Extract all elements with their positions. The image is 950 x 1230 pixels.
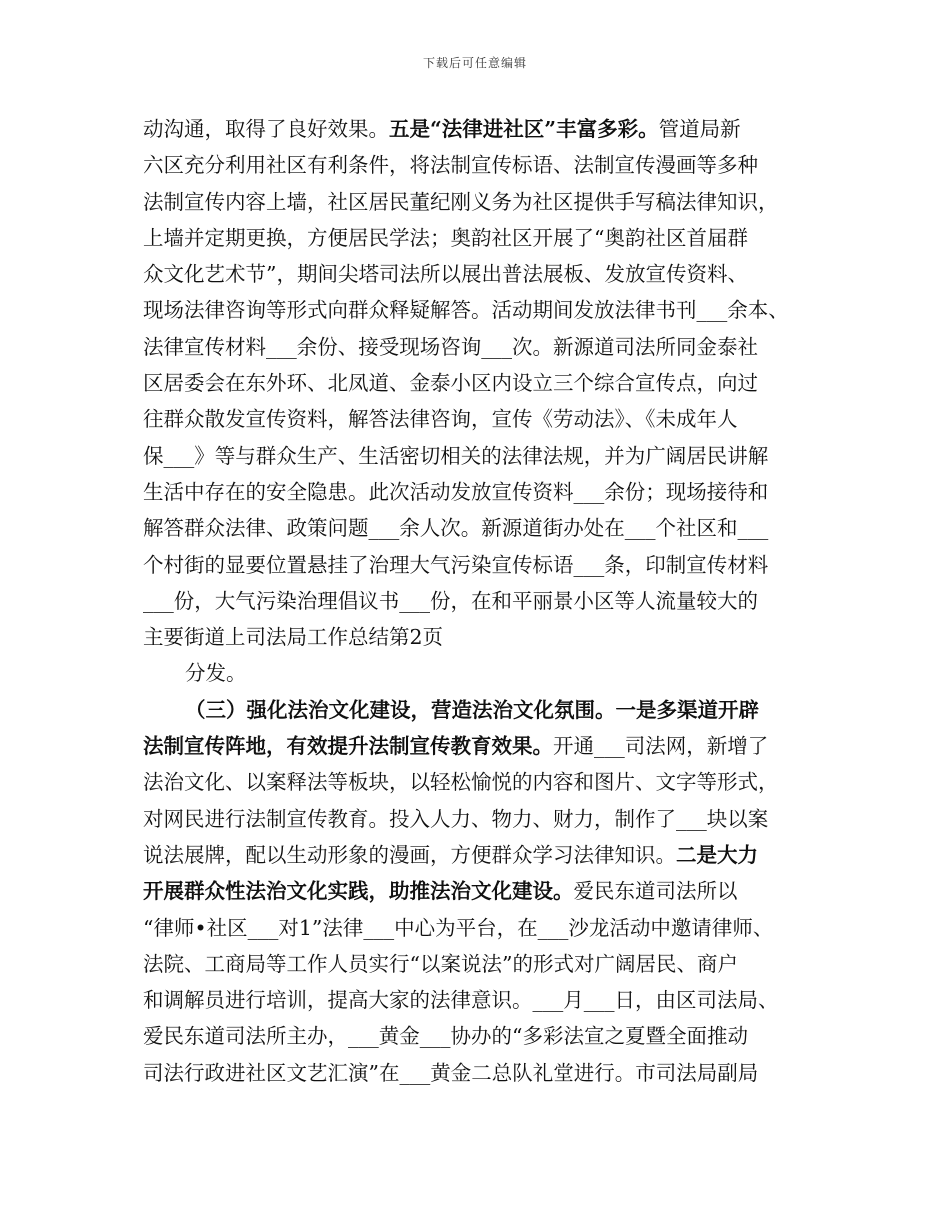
- text-line: [143, 910, 833, 946]
- text-line: [143, 982, 833, 1018]
- text-line: [143, 837, 833, 873]
- text-line: [143, 474, 833, 510]
- text-segment: 说法展牌，配以生动形象的漫画，方便群众学习法律知识。: [143, 842, 676, 867]
- text-segment: 区居委会在东外环、北凤道、金泰小区内设立三个综合宣传点，向过: [143, 371, 758, 396]
- bold-text-segment: 二是大力: [676, 842, 758, 867]
- text-segment: 爱民东道司法所以: [573, 879, 738, 904]
- text-line: [143, 692, 833, 728]
- text-segment: 法院、工商局等工作人员实行“以案说法”的形式对广阔居民、商户: [143, 951, 738, 976]
- text-line: [143, 147, 833, 183]
- text-line: [143, 111, 833, 147]
- text-segment: 上墙并定期更换，方便居民学法；奥韵社区开展了“奥韵社区首届群: [143, 225, 748, 250]
- text-line: [143, 728, 833, 764]
- text-segment: 保___》等与群众生产、生活密切相关的法律法规，并为广阔居民讲解: [143, 443, 769, 468]
- text-line: [143, 1018, 833, 1054]
- text-segment: “律师•社区___对1”法律___中心为平台，在___沙龙活动中邀请律师、: [143, 915, 774, 940]
- text-line: [143, 946, 833, 982]
- text-segment: 个村街的显要位置悬挂了治理大气污染宣传标语___条，印制宣传材料: [143, 552, 769, 577]
- text-segment: 和调解员进行培训，提高大家的法律意识。___月___日，由区司法局、: [143, 988, 779, 1013]
- text-line: [143, 438, 833, 474]
- bold-text-segment: （三）强化法治文化建设，营造法治文化氛围。一是多渠道开辟: [185, 697, 759, 722]
- text-segment: 管道局新: [658, 117, 741, 141]
- text-line: [143, 184, 833, 220]
- bold-text-segment: 开展群众性法治文化实践，助推法治文化建设。: [143, 879, 574, 904]
- text-line: [143, 619, 833, 655]
- bold-text-segment: 五是“法律进社区”丰富多彩。: [389, 117, 659, 141]
- text-line: [143, 764, 833, 800]
- bold-text-segment: 法制宣传阵地，有效提升法制宣传教育效果。: [143, 734, 553, 759]
- text-segment: 往群众散发宣传资料，解答法律咨询，宣传《劳动法》、《未成年人: [143, 407, 738, 432]
- text-segment: 开通___司法网，新增了: [553, 734, 769, 759]
- page-header: 下载后可任意编辑: [422, 56, 527, 70]
- text-segment: 法治文化、以案释法等板块，以轻松愉悦的内容和图片、文字等形式，: [143, 770, 779, 795]
- text-line: [143, 401, 833, 437]
- text-segment: 法制宣传内容上墙，社区居民董纪刚义务为社区提供手写稿法律知识，: [143, 189, 779, 214]
- text-segment: 六区充分利用社区有利条件，将法制宣传标语、法制宣传漫画等多种: [143, 153, 758, 178]
- text-line: [143, 510, 833, 546]
- document-body: [143, 111, 833, 1091]
- text-segment: 动沟通，取得了良好效果。: [143, 117, 389, 141]
- text-line: [143, 655, 833, 691]
- text-line: [143, 801, 833, 837]
- text-line: [143, 292, 833, 328]
- text-segment: 分发。: [185, 661, 247, 686]
- text-segment: 主要街道上司法局工作总结第2页: [143, 625, 444, 650]
- text-segment: 现场法律咨询等形式向群众释疑解答。活动期间发放法律书刊___余本、: [143, 298, 789, 323]
- text-segment: 生活中存在的安全隐患。此次活动发放宣传资料___余份；现场接待和: [143, 479, 769, 504]
- text-line: [143, 1055, 833, 1091]
- text-segment: 爱民东道司法所主办，___黄金___协办的“多彩法宣之夏暨全面推动: [143, 1024, 748, 1049]
- text-segment: 解答群众法律、政策问题___余人次。新源道街办处在___个社区和___: [143, 516, 769, 541]
- text-line: [143, 256, 833, 292]
- text-segment: 对网民进行法制宣传教育。投入人力、物力、财力，制作了___块以案: [143, 806, 769, 831]
- text-line: [143, 583, 833, 619]
- text-segment: ___份，大气污染治理倡议书___份，在和平丽景小区等人流量较大的: [143, 588, 758, 613]
- text-segment: 司法行政进社区文艺汇演”在___黄金二总队礼堂进行。市司法局副局: [143, 1060, 759, 1085]
- text-line: [143, 365, 833, 401]
- text-line: [143, 220, 833, 256]
- text-line: [143, 873, 833, 909]
- text-line: [143, 547, 833, 583]
- text-segment: 法律宣传材料___余份、接受现场咨询___次。新源道司法所同金泰社: [143, 334, 758, 359]
- text-line: [143, 329, 833, 365]
- text-segment: 众文化艺术节”，期间尖塔司法所以展出普法展板、发放宣传资料、: [143, 262, 748, 287]
